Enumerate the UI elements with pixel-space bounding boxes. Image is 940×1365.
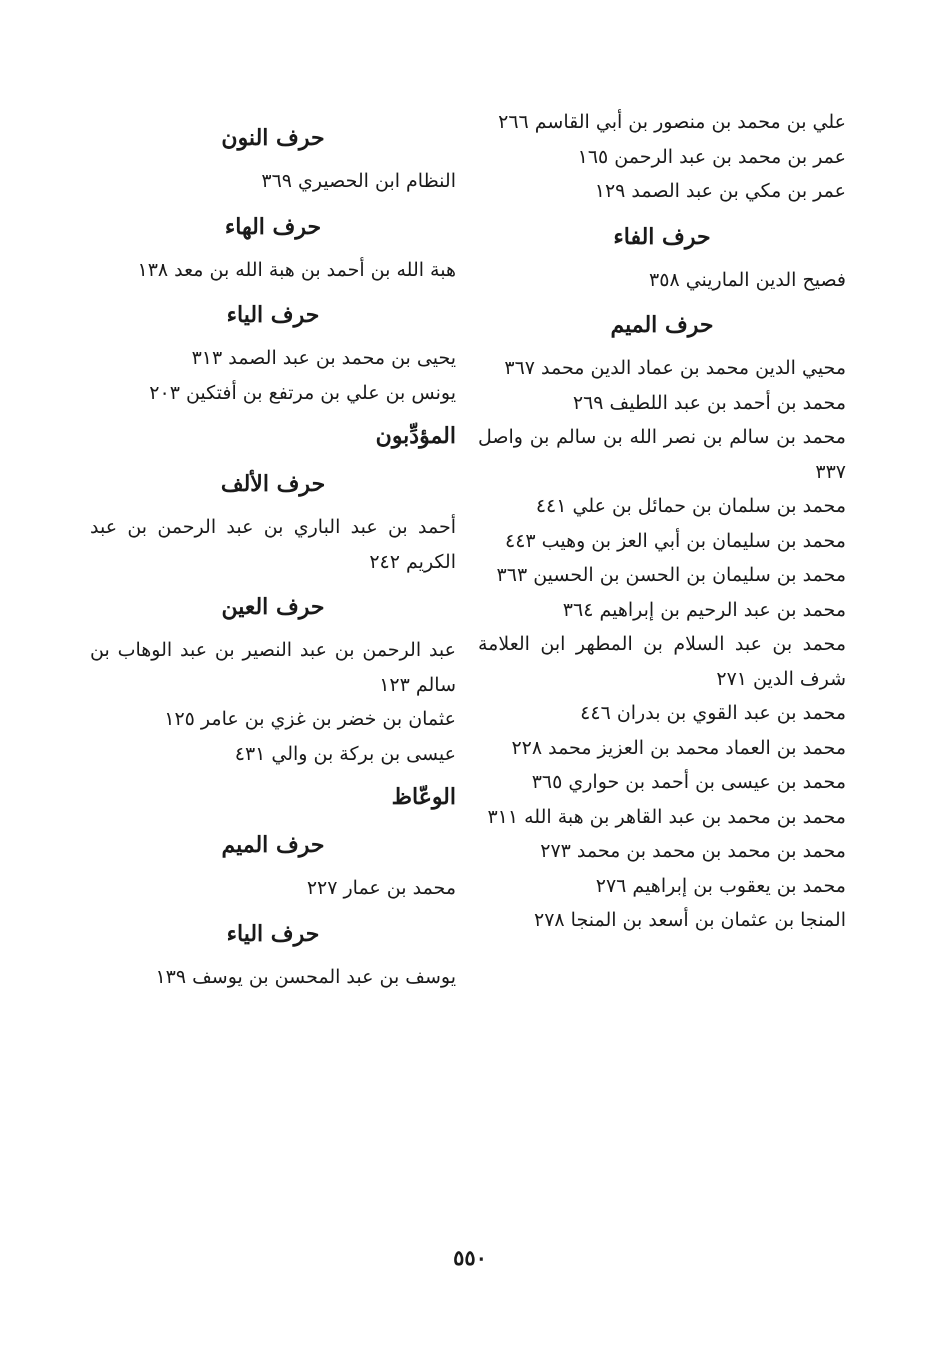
index-entry: عمر بن محمد بن عبد الرحمن ١٦٥ — [577, 145, 846, 168]
page-number: ٥٥٠ — [453, 1245, 487, 1270]
letter-heading: حرف الألف — [220, 471, 326, 497]
index-entry: محمد بن سليمان بن الحسن بن الحسين ٣٦٣ — [496, 564, 846, 586]
index-entry: يحيى بن محمد بن عبد الصمد ٣١٣ — [191, 347, 456, 369]
index-entry: محيي الدين محمد بن عماد الدين محمد ٣٦٧ — [504, 357, 846, 379]
index-entry: عبد الرحمن بن عبد النصير بن عبد الوهاب بن سالم ١٢٣ — [90, 639, 456, 696]
letter-heading: حرف الياء — [226, 302, 320, 328]
index-entry: محمد بن العماد محمد بن العزيز محمد ٢٢٨ — [511, 736, 846, 759]
index-entry: فصيح الدين الماريني ٣٥٨ — [649, 268, 846, 291]
index-entry: يونس بن علي بن مرتفع بن أفتكين ٢٠٣ — [149, 381, 456, 404]
index-entry: محمد بن محمد بن عبد القاهر بن هبة الله ٣١١ — [487, 805, 846, 828]
index-entry: النظام ابن الحصيري ٣٦٩ — [261, 170, 456, 192]
letter-heading: حرف الياء — [226, 920, 320, 947]
index-entry: المنجا بن عثمان بن أسعد بن المنجا ٢٧٨ — [534, 909, 846, 931]
index-entry: محمد بن عيسى بن أحمد بن حواري ٣٦٥ — [531, 771, 846, 793]
index-entry: عيسى بن بركة بن والي ٤٣١ — [234, 742, 456, 765]
index-entry: عثمان بن خضر بن غزي بن عامر ١٢٥ — [164, 708, 456, 730]
left-column — [90, 110, 456, 994]
letter-heading: حرف الميم — [221, 832, 325, 858]
index-entry: عمر بن مكي بن عبد الصمد ١٢٩ — [594, 180, 846, 202]
index-entry: محمد بن يعقوب بن إبراهيم ٢٧٦ — [595, 874, 846, 897]
index-entry: محمد بن عبد السلام بن المطهر ابن العلامة شرف الدين ٢٧١ — [478, 633, 846, 690]
index-entry: محمد بن سالم بن نصر الله بن سالم بن واصل ٣٣٧ — [478, 426, 846, 483]
index-entry: محمد بن عمار ٢٢٧ — [306, 877, 456, 899]
letter-heading: حرف الفاء — [613, 223, 711, 250]
index-entry: هبة الله بن أحمد بن هبة الله بن معد ١٣٨ — [137, 258, 456, 281]
letter-heading: حرف العين — [221, 594, 325, 620]
index-entry: محمد بن عبد القوي بن بدران ٤٤٦ — [580, 702, 846, 724]
index-entry: يوسف بن عبد المحسن بن يوسف ١٣٩ — [155, 965, 456, 988]
index-entry: محمد بن محمد بن محمد بن محمد ٢٧٣ — [540, 840, 846, 862]
index-entry: علي بن محمد بن منصور بن أبي القاسم ٢٦٦ — [498, 111, 846, 133]
section-heading: المؤدِّبون — [375, 423, 456, 449]
right-column — [478, 105, 846, 938]
section-heading: الوعّاظ — [391, 784, 456, 810]
letter-heading: حرف الميم — [610, 312, 714, 338]
index-entry: محمد بن سلمان بن حمائل بن علي ٤٤١ — [535, 495, 846, 517]
index-entry: محمد بن أحمد بن عبد اللطيف ٢٦٩ — [572, 391, 846, 414]
letter-heading: حرف النون — [221, 125, 325, 151]
index-entry: محمد بن عبد الرحيم بن إبراهيم ٣٦٤ — [562, 598, 846, 621]
letter-heading: حرف الهاء — [224, 213, 322, 240]
index-entry: محمد بن سليمان بن أبي العز بن وهيب ٤٤٣ — [505, 529, 846, 552]
index-entry: أحمد بن عبد الباري بن عبد الرحمن بن عبد الكريم ٢٤٢ — [90, 516, 456, 573]
